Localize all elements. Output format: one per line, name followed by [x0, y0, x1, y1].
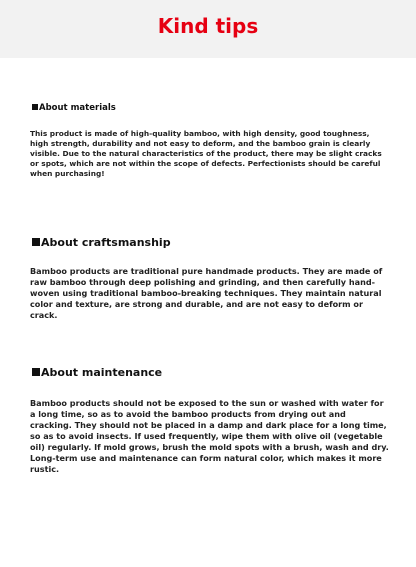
section-heading-text: About maintenance — [41, 366, 163, 379]
black-square-icon — [32, 368, 40, 376]
black-square-icon — [32, 104, 38, 110]
section-body-materials: This product is made of high-quality bamboo, with high density, good toughness, high strength, durability and not easy to deform, and the bamboo grain is clearly visible. Due to the natural characteristics of the product, there may be slight cracks or spots, which are not within the scope of defects. Perfectionists should be careful when purchasing! — [30, 129, 382, 178]
section-heading-text: About materials — [39, 103, 116, 113]
black-square-icon — [32, 238, 40, 246]
header-banner — [0, 0, 416, 58]
section-heading-maintenance — [32, 366, 162, 380]
section-heading-craftsmanship — [32, 236, 171, 250]
section-heading-text: About craftsmanship — [41, 236, 171, 249]
page-title: Kind tips — [157, 14, 259, 38]
section-body-maintenance: Bamboo products should not be exposed to the sun or washed with water for a long time, so as to avoid the bamboo products from drying out and cracking. They should not be placed in a damp and dark place for a long time, so as to avoid insects. If used frequently, wipe them with olive oil (vegetable oil) regularly. If mold grows, brush the mold spots with a brush, wash and dry. Long-term use and maintenance can form natural color, which makes it more rustic. — [30, 398, 389, 474]
section-body-craftsmanship: Bamboo products are traditional pure handmade products. They are made of raw bamboo through deep polishing and grinding, and then carefully hand-woven using traditional bamboo-breaking techniques. They maintain natural color and texture, are strong and durable, and are not easy to deform or crack. — [30, 266, 383, 320]
section-heading-materials — [32, 103, 116, 114]
